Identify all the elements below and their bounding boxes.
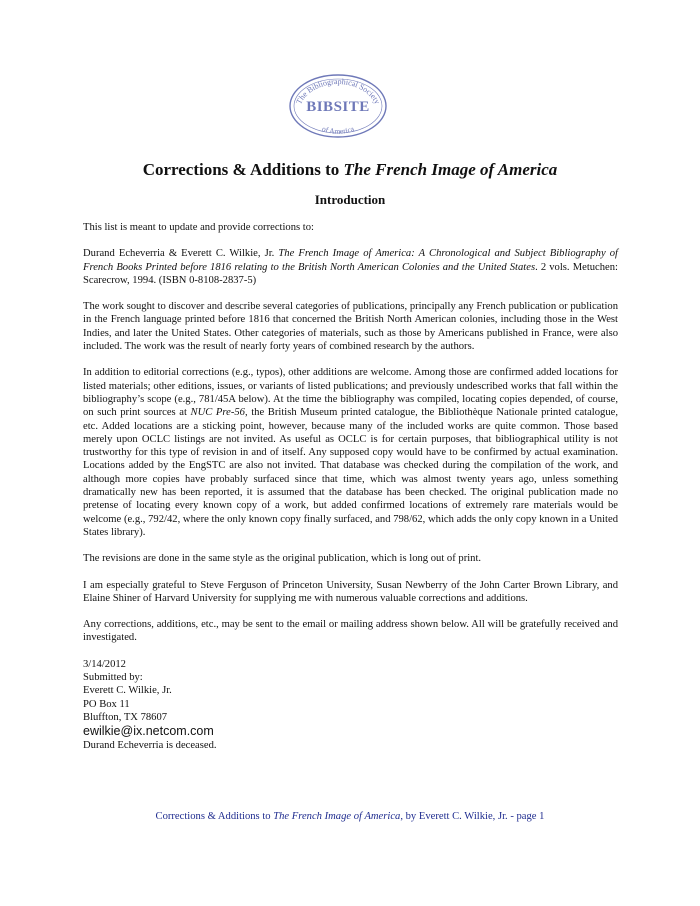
svg-text:The Bibliographical Society: The Bibliographical Society (294, 76, 382, 106)
additions-nuc-italic: NUC Pre-56 (190, 407, 245, 419)
footer-italic: The French Image of America (273, 811, 401, 822)
document-body (83, 221, 618, 753)
page-footer (0, 811, 700, 822)
paragraph-citation (83, 247, 618, 287)
paragraph-contact: Any corrections, additions, etc., may be sent to the email or mailing address shown below. All will be gratefully received and investigated. (83, 619, 618, 644)
svg-text:of America: of America (320, 124, 356, 136)
additions-text-b: , the British Museum printed catalogue, the Bibliothèque Nationale printed catalogue, etc. Added locations are a sticking point, however, because many of the included works are quite common. Those based merely upon OCLC listings are not invited. As useful as OCLC is for certain purposes, that bibliographical utility is not trustworthy for this type of revision in and of itself. Any supposed copy would have to be confirmed by actual examination. Locations added by the EngSTC are also not invited. That database was checked during the compilation of the work, and although more copies have probably surfaced since that time, which was almost twenty years ago, unless something dramatically new has been reported, it is assumed that the database has been checked. The original publication made no pretense of locating every known copy of a work, but added confirmed locations of extremely rare materials would be welcome (e.g., 792/42, where the only known copy finally surfaced, and 798/62, which adds the only copy known in a United States library). (83, 407, 618, 538)
citation-details: . 2 vols. Metuchen: Scarecrow, 1994. (ISBN 0-8108-2837-5) (83, 261, 618, 286)
signature-po-box: PO Box 11 (83, 698, 130, 710)
signature-note: Durand Echeverria is deceased. (83, 740, 217, 752)
citation-authors: Durand Echeverria & Everett C. Wilkie, Jr. (83, 248, 279, 260)
signature-submitted: Submitted by: (83, 672, 143, 684)
paragraph-scope: The work sought to discover and describe several categories of publications, principally any French publication or publication in the French language printed before 1816 that concerned the British North American colonies, including those in the West Indies, and later the United States. Other categories of materials, such as those by Americans published in France, were also included. The work was the result of nearly forty years of combined research by the authors. (83, 301, 618, 353)
signature-city: Bluffton, TX 78607 (83, 711, 168, 723)
signature-name: Everett C. Wilkie, Jr. (83, 685, 172, 697)
citation-title: The French Image of America: A Chronological and Subject Bibliography of French Books Printed before 1816 relating to the British North American Colonies and the United States (83, 248, 618, 273)
signature-block (83, 658, 618, 753)
svg-text:BIBSITE: BIBSITE (306, 99, 370, 115)
paragraph-style: The revisions are done in the same style as the original publication, which is long out of print. (83, 553, 482, 565)
paragraph-thanks: I am especially grateful to Steve Ferguson of Princeton University, Susan Newberry of the John Carter Brown Library, and Elaine Shiner of Harvard University for supplying me with numerous valuable corrections and additions. (83, 579, 618, 604)
title-italic: The French Image of America (343, 160, 558, 179)
signature-date: 3/14/2012 (83, 658, 126, 670)
bibsite-seal-logo (287, 73, 389, 139)
page-title (0, 160, 700, 180)
title-prefix: Corrections & Additions to (142, 160, 344, 179)
footer-suffix: , by Everett C. Wilkie, Jr. - page 1 (400, 811, 545, 822)
paragraph-additions (83, 366, 618, 539)
paragraph-intro: This list is meant to update and provide corrections to: (83, 222, 314, 233)
additions-text-a: In addition to editorial corrections (e.g., typos), other additions are welcome. Among those are confirmed added locations for listed materials; other editions, issues, or variants of listed publications; and previously undescribed works that fall within the bibliography’s scope (e.g., 781/45A below). At the time the bibliography was compiled, locating copies depended, of course, on such print sources at (83, 367, 618, 419)
signature-email[interactable]: ewilkie@ix.netcom.com (83, 724, 214, 739)
section-subtitle: Introduction (314, 192, 386, 207)
footer-prefix: Corrections & Additions to (155, 811, 274, 822)
